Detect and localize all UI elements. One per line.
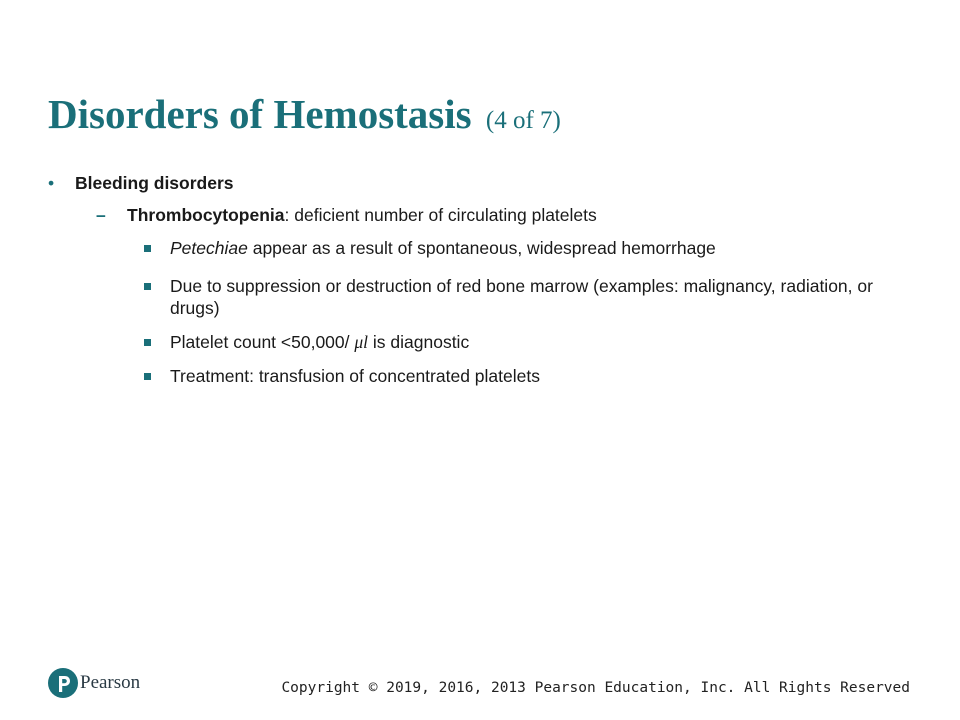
- bullet-dash-icon: –: [96, 205, 106, 225]
- unit-microliter: μl: [354, 332, 369, 352]
- square-bullet-icon: [144, 283, 151, 290]
- bullet-level2-text: : deficient number of circulating platelets: [284, 205, 597, 225]
- footer: [0, 660, 960, 710]
- square-bullet-icon: [144, 339, 151, 346]
- pearson-wordmark: Pearson: [80, 672, 141, 693]
- bullet-level3-item: [170, 365, 920, 387]
- term-petechiae: Petechiae: [170, 238, 248, 258]
- bullet-level3-item: [170, 275, 920, 319]
- pearson-logo-icon: [48, 668, 78, 698]
- copyright-notice: Copyright © 2019, 2016, 2013 Pearson Education, Inc. All Rights Reserved: [281, 680, 910, 696]
- title-part-indicator: (4 of 7): [485, 107, 561, 134]
- slide-title: [48, 88, 561, 147]
- term-thrombocytopenia: Thrombocytopenia: [127, 205, 285, 225]
- bullet-text: Treatment: transfusion of concentrated platelets: [170, 366, 540, 386]
- bullet-text: Platelet count <50,000/: [170, 332, 355, 352]
- bullet-level3-item: [170, 237, 920, 259]
- bullet-level3-item: [170, 331, 920, 353]
- bullet-level2: [96, 204, 597, 226]
- bullet-dot-icon: •: [48, 173, 55, 193]
- bullet-level1: [48, 172, 234, 194]
- bullet-text: appear as a result of spontaneous, widespread hemorrhage: [247, 238, 716, 258]
- bullet-text: Due to suppression or destruction of red bone marrow (examples: malignancy, radiation, or drugs): [170, 276, 873, 318]
- bullet-text: is diagnostic: [368, 332, 470, 352]
- square-bullet-icon: [144, 245, 151, 252]
- square-bullet-icon: [144, 373, 151, 380]
- title-main: Disorders of Hemostasis: [48, 91, 472, 137]
- bullet-level1-text: Bleeding disorders: [75, 173, 234, 193]
